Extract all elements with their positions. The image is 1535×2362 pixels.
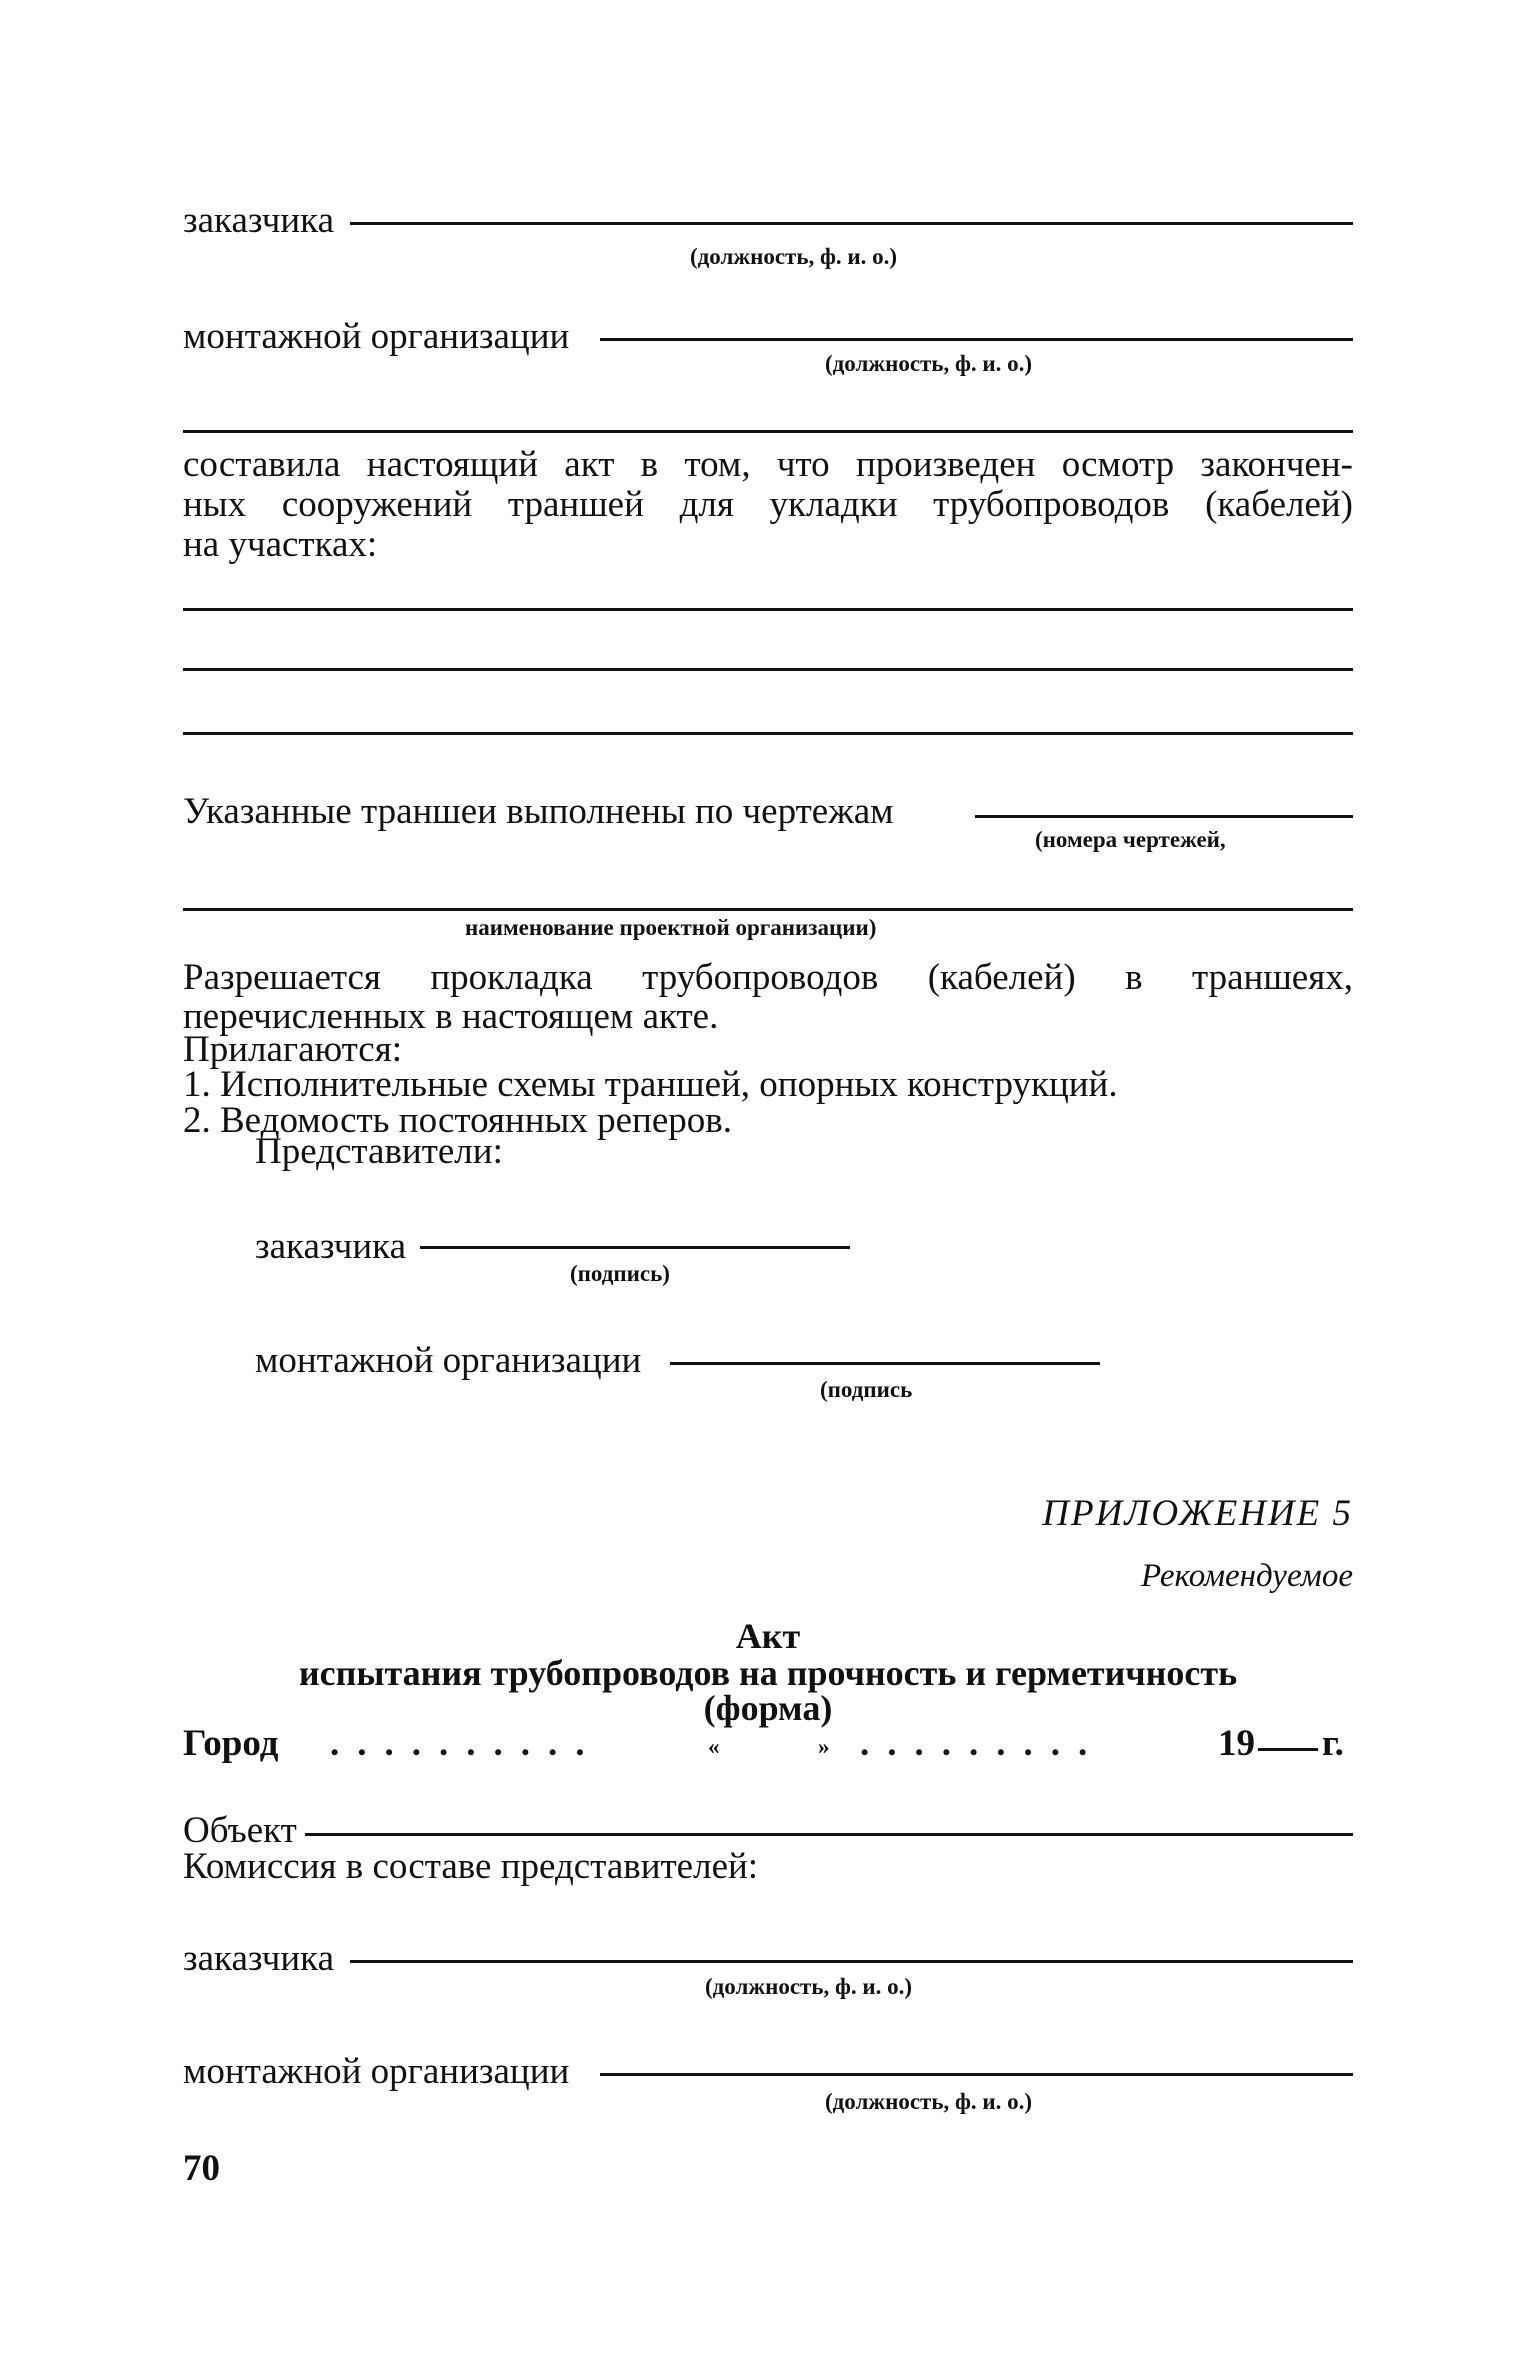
act-title: Акт xyxy=(735,1616,801,1656)
appendix-status: Рекомендуемое xyxy=(1140,1558,1353,1594)
year-line xyxy=(1258,1748,1318,1751)
customer-label: заказчика xyxy=(183,200,334,241)
year-suffix: г. xyxy=(1322,1723,1344,1764)
appendix-title: ПРИЛОЖЕНИЕ 5 xyxy=(1042,1493,1353,1534)
appendix-installer-label: монтажной организации xyxy=(183,2051,570,2092)
installer-line xyxy=(600,338,1353,341)
area-line-1 xyxy=(183,608,1353,611)
appendix-installer-caption: (должность, ф. и. о.) xyxy=(825,2089,1033,2114)
design-org-caption: наименование проектной организации) xyxy=(465,915,877,940)
attachment-1: 1. Исполнительные схемы траншей, опорных конструкций. xyxy=(183,1064,1118,1105)
blank-line xyxy=(183,430,1353,433)
design-org-line xyxy=(183,908,1353,911)
appendix-customer-caption: (должность, ф. и. о.) xyxy=(705,1974,913,1999)
act-subtitle: испытания трубопроводов на прочность и герметичность xyxy=(298,1653,1238,1693)
permit-line-2: перечисленных в настоящем акте. xyxy=(183,996,719,1037)
customer-caption: (должность, ф. и. о.) xyxy=(690,244,898,269)
area-line-3 xyxy=(183,732,1353,735)
city-label: Город xyxy=(183,1723,279,1764)
appendix-installer-line xyxy=(600,2073,1353,2076)
area-line-2 xyxy=(183,668,1353,671)
installer-caption: (должность, ф. и. о.) xyxy=(825,351,1033,376)
sign-customer-label: заказчика xyxy=(255,1226,406,1267)
drawings-line xyxy=(975,815,1353,818)
act-form: (форма) xyxy=(703,1688,833,1728)
object-label: Объект xyxy=(183,1810,297,1851)
appendix-customer-label: заказчика xyxy=(183,1938,334,1979)
representatives-label: Представители: xyxy=(255,1131,503,1172)
paragraph-line-2: ных сооружений траншей для укладки трубопроводов (кабелей) xyxy=(183,484,1353,525)
sign-customer-line xyxy=(420,1246,850,1249)
page-number: 70 xyxy=(183,2148,220,2189)
paragraph-line-3: на участках: xyxy=(183,524,378,565)
paragraph-line-1: составила настоящий акт в том, что произведен осмотр закончен- xyxy=(183,444,1353,485)
object-line xyxy=(305,1833,1353,1836)
commission-text: Комиссия в составе представителей: xyxy=(183,1846,759,1887)
quote-open: « xyxy=(708,1734,720,1759)
installer-label: монтажной организации xyxy=(183,316,570,357)
sign-installer-label: монтажной организации xyxy=(255,1340,642,1381)
quote-close: » xyxy=(818,1734,830,1759)
sign-installer-caption: (подпись xyxy=(820,1377,913,1402)
year-prefix: 19 xyxy=(1218,1723,1255,1764)
attached-label: Прилагаются: xyxy=(183,1029,403,1070)
customer-line xyxy=(350,222,1353,225)
drawings-text: Указанные траншеи выполнены по чертежам xyxy=(183,791,894,832)
sign-customer-caption: (подпись) xyxy=(570,1261,670,1286)
sign-installer-line xyxy=(670,1362,1100,1365)
appendix-customer-line xyxy=(350,1960,1353,1963)
city-dots: .......... xyxy=(330,1723,603,1764)
permit-line-1: Разрешается прокладка трубопроводов (кабелей) в траншеях, xyxy=(183,957,1353,998)
date-dots: ......... xyxy=(860,1723,1106,1764)
attachment-2: 2. Ведомость постоянных реперов. xyxy=(183,1100,733,1141)
drawings-caption: (номера чертежей, xyxy=(1035,827,1226,852)
